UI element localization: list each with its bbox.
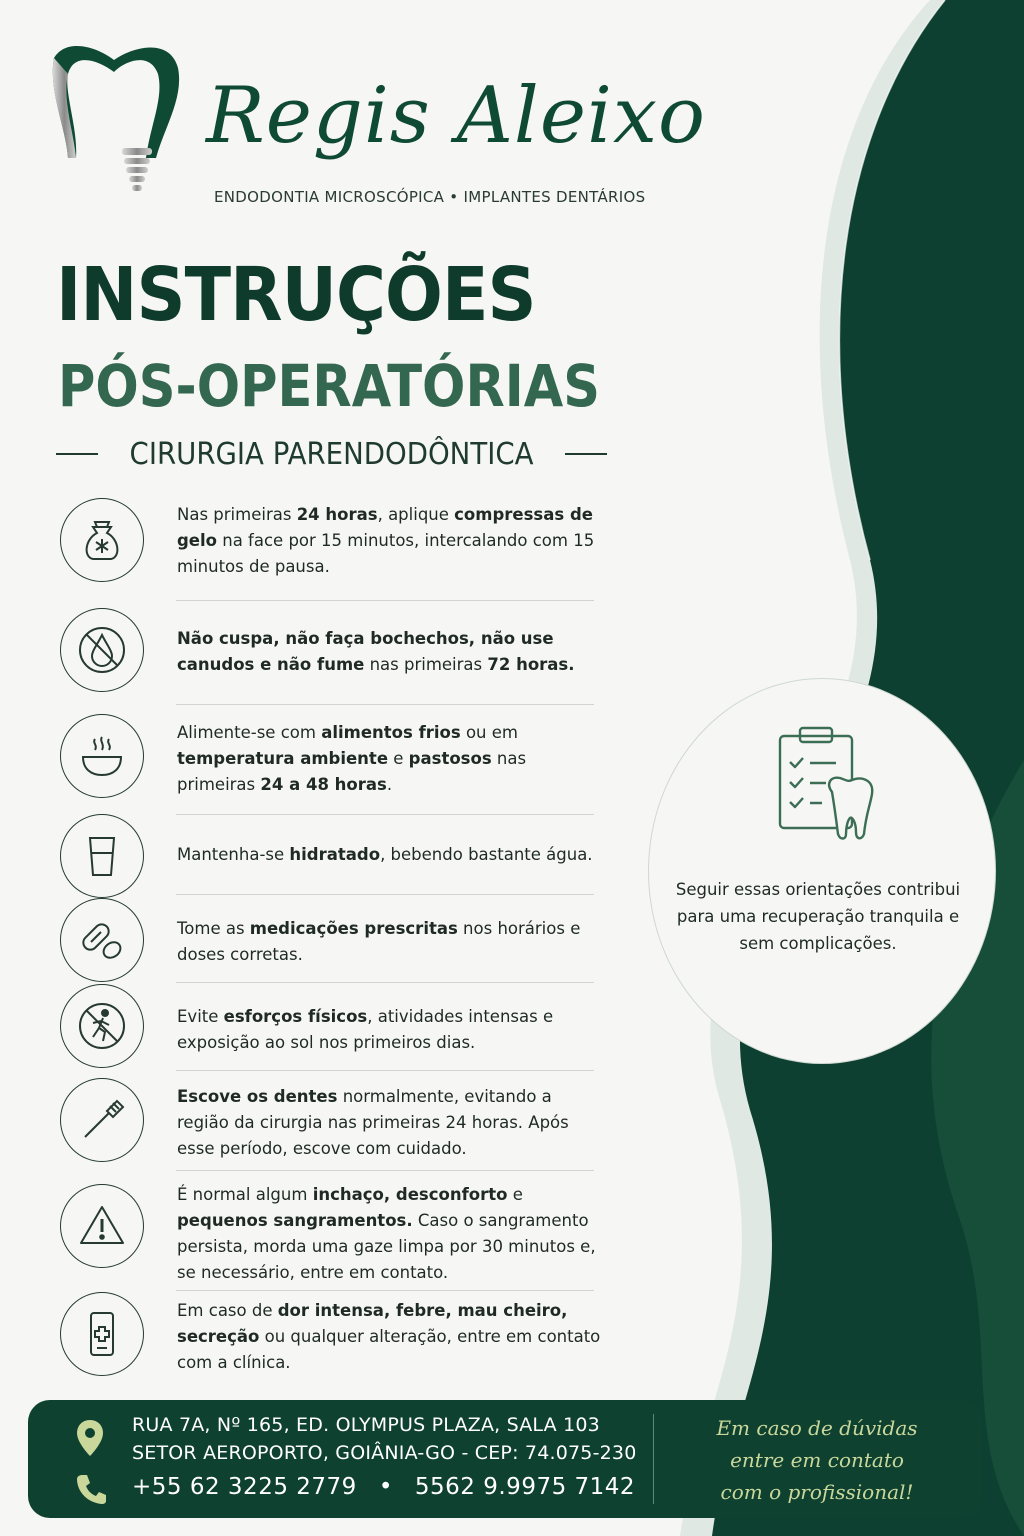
location-pin-icon	[74, 1418, 106, 1458]
divider	[176, 1290, 594, 1291]
instruction-text: Alimente-se com alimentos frios ou em temperatura ambiente e pastosos nas primeiras 24 a 48 horas.	[177, 723, 527, 794]
brand-specialties: ENDODONTIA MICROSCÓPICA • IMPLANTES DENTÁRIOS	[214, 188, 646, 206]
instruction-text: É normal algum inchaço, desconforto e pequenos sangramentos. Caso o sangramento persista, morda uma gaze limpa por 30 minutos e, se necessário, entre em contato.	[177, 1185, 596, 1282]
brand-name: Regis Aleixo	[206, 71, 706, 161]
phone-separator: •	[378, 1474, 393, 1500]
page-title-line2: PÓS-OPERATÓRIAS	[58, 352, 601, 420]
instruction-text: Evite esforços físicos, atividades intensas e exposição ao sol nos primeiros dias.	[177, 1007, 554, 1052]
tooth-implant-logo-icon	[46, 38, 186, 198]
phone-number-2[interactable]: 5562 9.9975 7142	[414, 1474, 636, 1500]
pills-icon	[60, 898, 144, 982]
footer-note-line-2: entre em contato	[730, 1448, 904, 1472]
divider	[176, 1170, 594, 1171]
phone-numbers	[132, 1474, 635, 1500]
no-exercise-icon	[60, 984, 144, 1068]
address-line-1: RUA 7A, Nº 165, ED. OLYMPUS PLAZA, SALA 103	[132, 1414, 600, 1436]
page-subtitle: CIRURGIA PARENDODÔNTICA	[129, 436, 534, 472]
address-line-2: SETOR AEROPORTO, GOIÂNIA-GO - CEP: 74.075-230	[132, 1442, 637, 1464]
instruction-text: Tome as medicações prescritas nos horários e doses corretas.	[177, 919, 581, 964]
medical-phone-icon	[60, 1292, 144, 1376]
warning-icon	[60, 1184, 144, 1268]
divider	[176, 894, 594, 895]
divider	[176, 814, 594, 815]
callout-text: Seguir essas orientações contribui para uma recuperação tranquila e sem complicações.	[675, 880, 961, 953]
instruction-text: Não cuspa, não faça bochechos, não use canudos e não fume nas primeiras 72 horas.	[177, 629, 575, 674]
instruction-text: Escove os dentes normalmente, evitando a região da cirurgia nas primeiras 24 horas. Após esse período, escove com cuidado.	[177, 1087, 569, 1158]
divider	[176, 704, 594, 705]
divider	[176, 600, 594, 601]
subtitle-rule-right	[565, 453, 607, 455]
divider	[176, 1070, 594, 1071]
subtitle-rule-left	[56, 453, 98, 455]
clipboard-tooth-icon	[770, 722, 880, 844]
phone-icon	[74, 1472, 108, 1506]
water-glass-icon	[60, 814, 144, 898]
divider	[176, 982, 594, 983]
page-title: INSTRUÇÕES	[56, 252, 536, 338]
footer-note	[672, 1412, 962, 1508]
phone-number-1[interactable]: +55 62 3225 2779	[132, 1474, 357, 1500]
instruction-text: Em caso de dor intensa, febre, mau cheiro, secreção ou qualquer alteração, entre em contato com a clínica.	[177, 1301, 601, 1372]
footer-note-line-3: com o profissional!	[720, 1480, 914, 1504]
food-bowl-icon	[60, 714, 144, 798]
footer-divider	[653, 1414, 654, 1504]
instruction-text: Nas primeiras 24 horas, aplique compressas de gelo na face por 15 minutos, intercalando com 15 minutos de pausa.	[177, 505, 595, 576]
toothbrush-icon	[60, 1078, 144, 1162]
instruction-text: Mantenha-se hidratado, bebendo bastante água.	[177, 845, 593, 864]
subtitle-row	[56, 432, 586, 476]
no-spit-icon	[60, 608, 144, 692]
ice-pack-icon	[60, 498, 144, 582]
footer-note-line-1: Em caso de dúvidas	[716, 1416, 918, 1440]
